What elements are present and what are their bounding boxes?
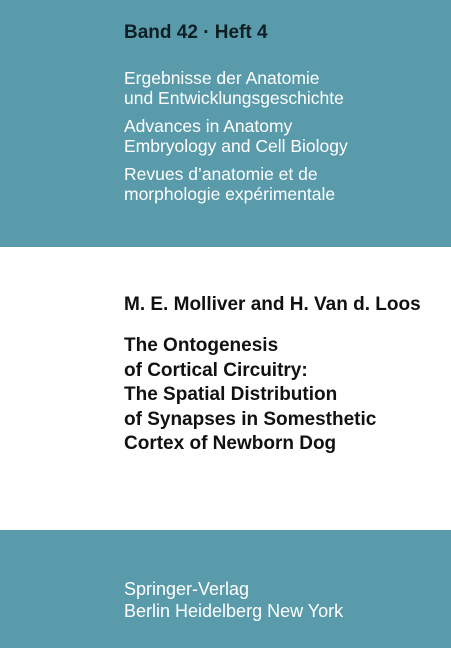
publisher-block	[124, 578, 343, 622]
title-line: The Spatial Distribution	[124, 384, 338, 405]
series-title-line: morphologie expérimentale	[124, 184, 336, 204]
series-title-line: Advances in Anatomy	[124, 116, 293, 136]
publisher-name: Springer-Verlag	[124, 579, 250, 599]
title-line: Cortex of Newborn Dog	[124, 433, 337, 454]
volume-label: Band 42 · Heft 4	[124, 22, 268, 43]
series-title-line: Ergebnisse der Anatomie	[124, 68, 320, 88]
title-line: The Ontogenesis	[124, 335, 279, 356]
series-title-line: und Entwicklungsgeschichte	[124, 88, 344, 108]
series-title-line: Revues d’anatomie et de	[124, 164, 318, 184]
book-title	[124, 334, 444, 457]
top-color-band	[0, 0, 451, 247]
series-title-line: Embryology and Cell Biology	[124, 136, 348, 156]
publisher-cities: Berlin Heidelberg New York	[124, 601, 344, 621]
title-line: of Synapses in Somesthetic	[124, 408, 377, 430]
title-line: of Cortical Circuitry:	[124, 359, 308, 381]
authors-line: M. E. Molliver and H. Van d. Loos	[124, 294, 421, 315]
series-title-block	[124, 68, 444, 204]
